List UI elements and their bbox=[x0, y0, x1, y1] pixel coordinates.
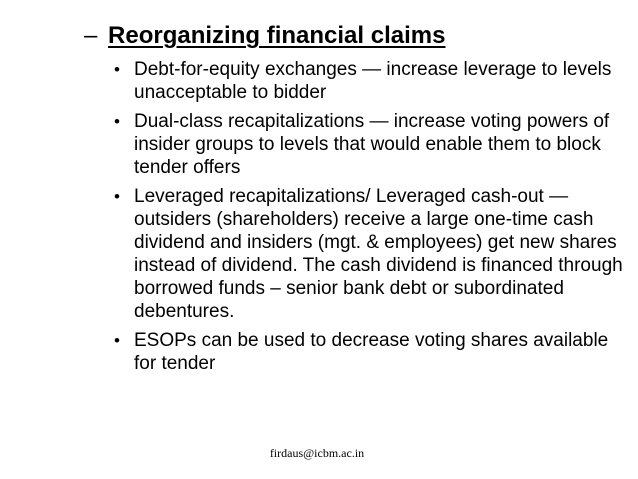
footer-email: firdaus@icbm.ac.in bbox=[269, 446, 365, 460]
bullet-text: ESOPs can be used to decrease voting shares available for tender bbox=[134, 330, 609, 374]
bullet-icon: • bbox=[114, 187, 120, 206]
bullet-text: Leveraged recapitalizations/ Leveraged cash-out — outsiders (shareholders) receive a large one-time cash dividend and insiders (mgt. & employees) get new shares instead of dividend. The cash dividend is financed through borrowed funds – senior bank debt or subordinated debentures. bbox=[134, 186, 623, 322]
bullet-icon: • bbox=[114, 112, 120, 131]
heading-dash: – bbox=[84, 22, 98, 49]
bullet-text: Debt-for-equity exchanges — increase leverage to levels unacceptable to bidder bbox=[134, 59, 612, 103]
bullet-item-esops bbox=[110, 329, 630, 375]
slide-footer bbox=[0, 446, 638, 460]
heading-title: Reorganizing financial claims bbox=[108, 22, 446, 49]
bullet-icon: • bbox=[114, 331, 120, 350]
bullet-list bbox=[110, 58, 630, 381]
slide-heading bbox=[84, 22, 445, 50]
bullet-text: Dual-class recapitalizations — increase voting powers of insider groups to levels that would enable them to block tender offers bbox=[134, 111, 610, 178]
bullet-item-debt-for-equity bbox=[110, 58, 630, 104]
bullet-icon: • bbox=[114, 60, 120, 79]
bullet-item-leveraged-recap bbox=[110, 185, 630, 323]
bullet-item-dual-class bbox=[110, 110, 630, 179]
